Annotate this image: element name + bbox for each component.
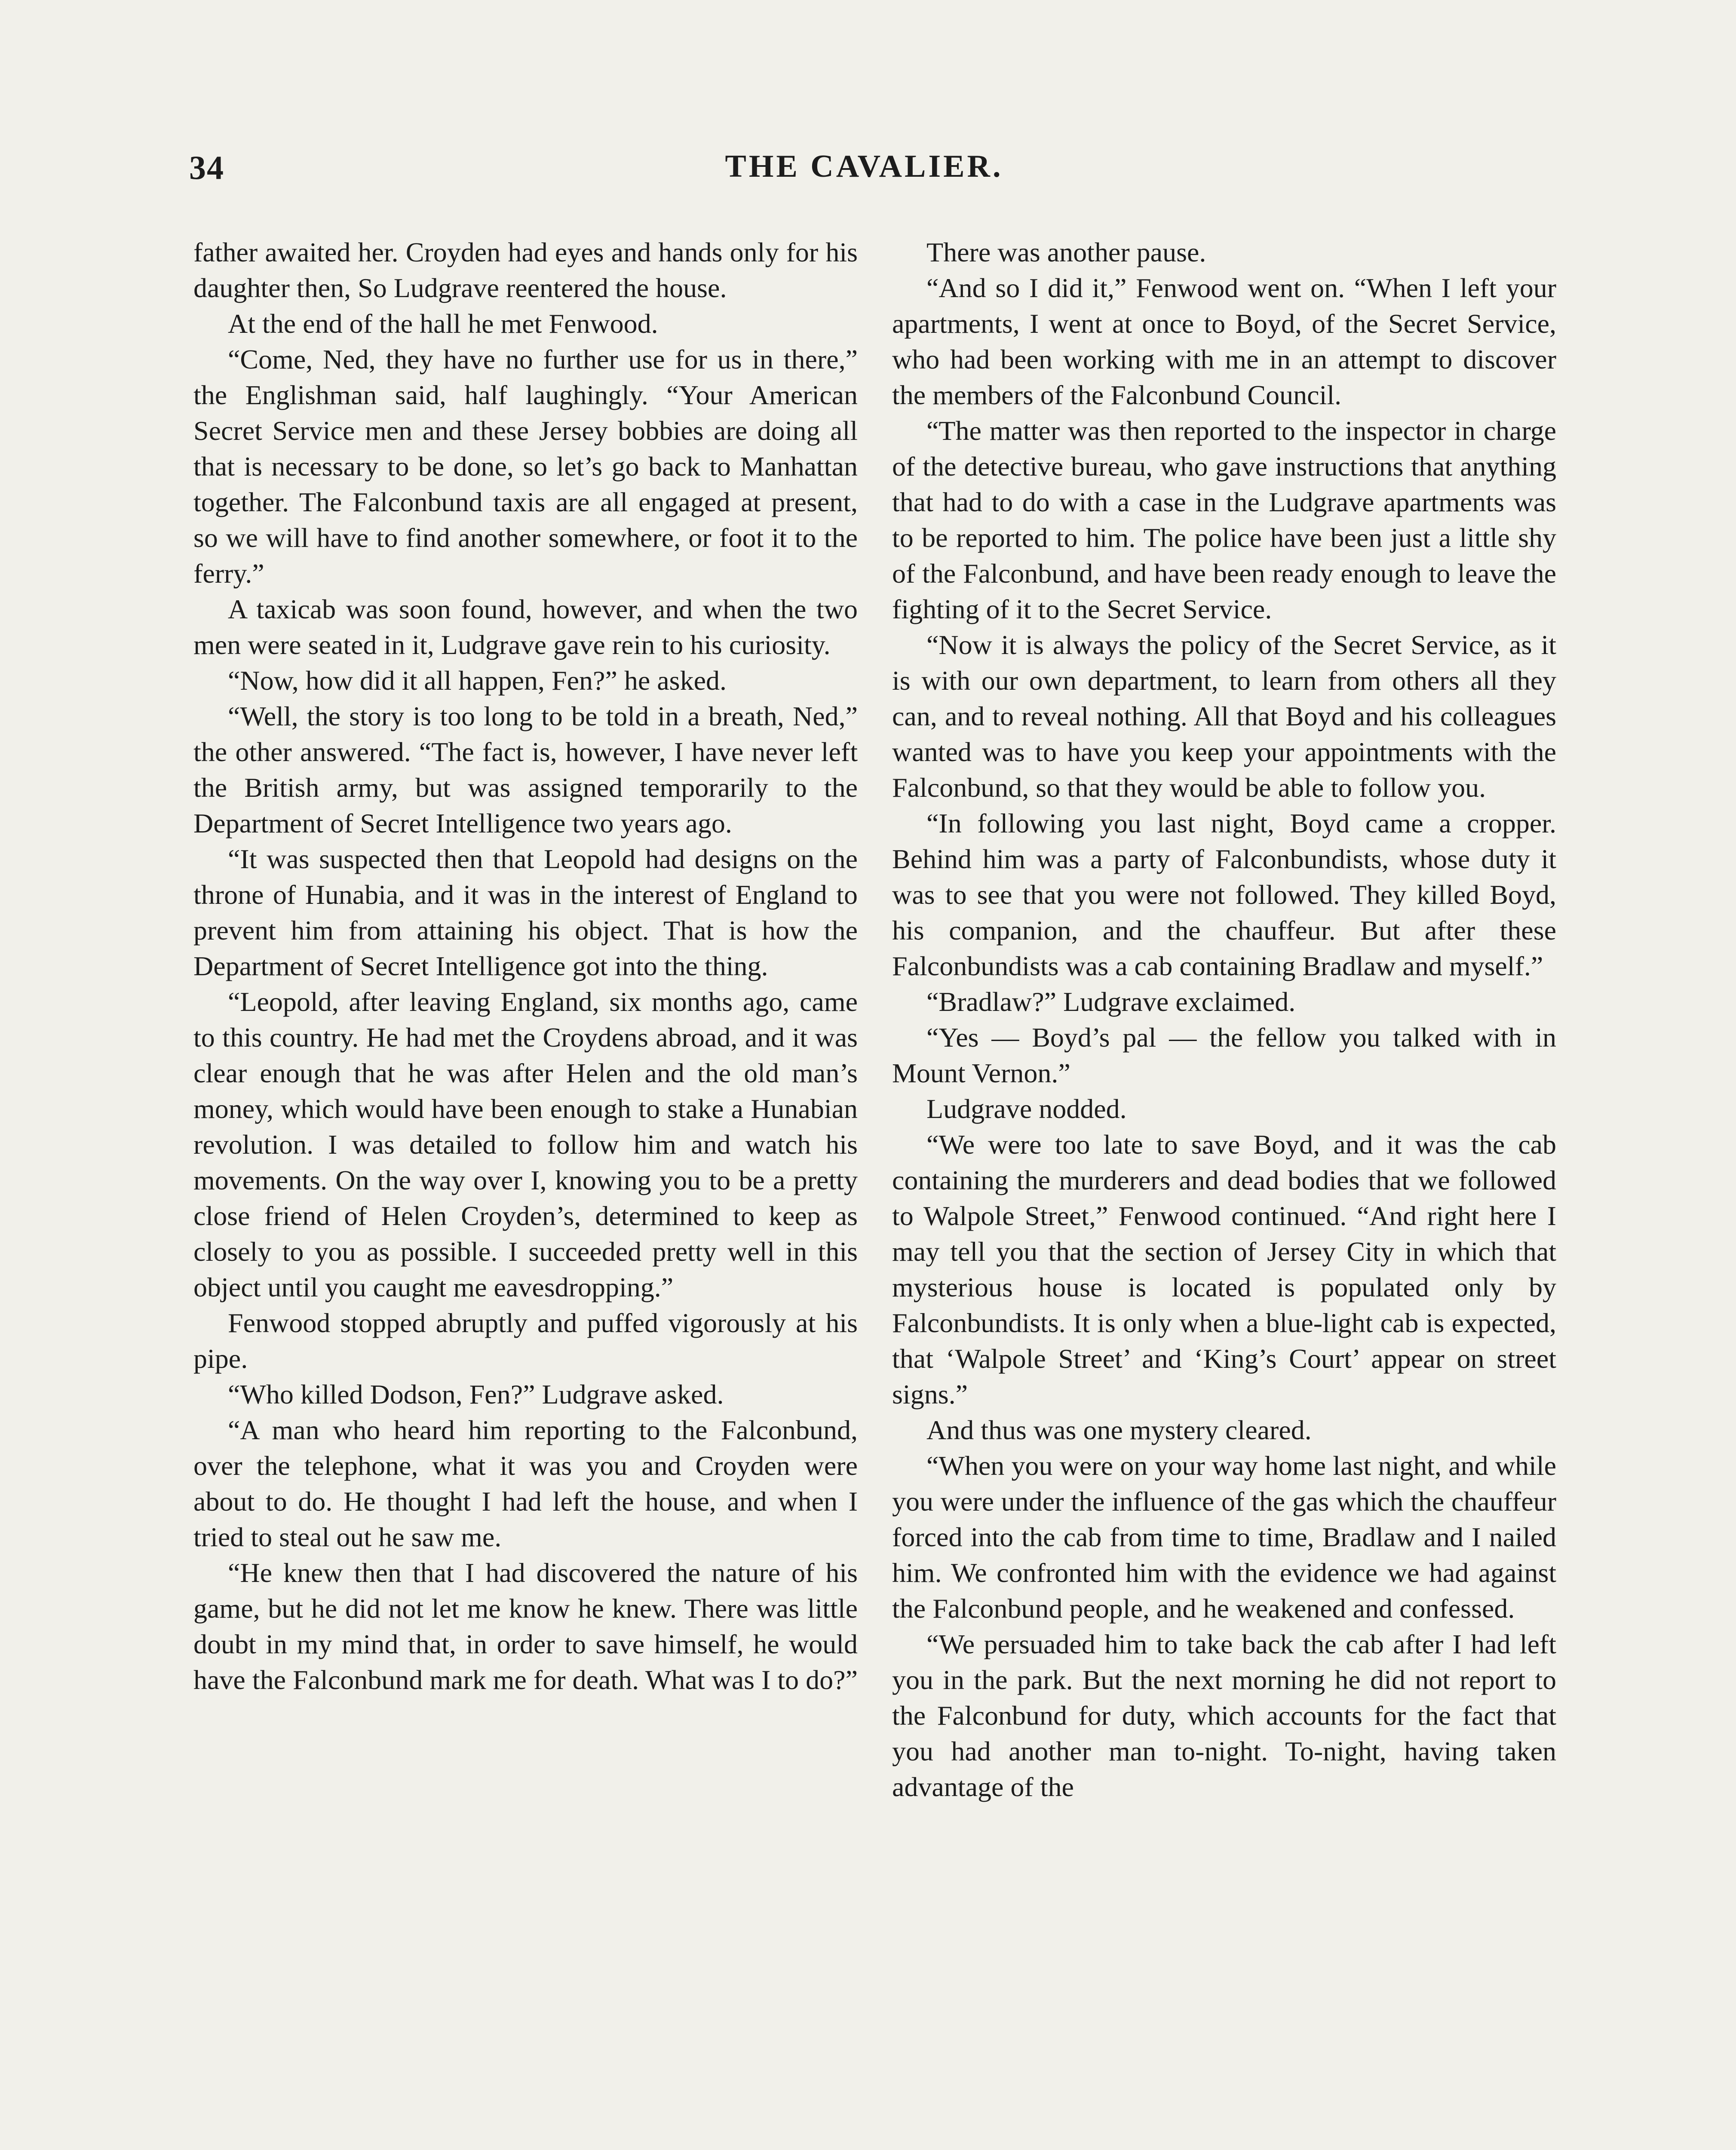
right-column <box>892 234 1556 1805</box>
left-column <box>193 234 858 1698</box>
page-header <box>189 148 1539 196</box>
paragraph: Fenwood stopped abruptly and puffed vigorously at his pipe. <box>193 1308 858 1374</box>
paragraph: father awaited her. Croyden had eyes and hands only for his daughter then, So Ludgrave reentered the house. <box>193 237 858 303</box>
paragraph: “We were too late to save Boyd, and it was the cab containing the murderers and dead bodies that we followed to Walpole Street,” Fenwood continued. “And right here I may tell you that the section of Jersey City in which that mysterious house is located is populated only by Falconbundists. It is only when a blue-light cab is expected, that ‘Walpole Street’ and ‘King’s Court’ appear on street signs.” <box>892 1129 1556 1410</box>
paragraph: “Who killed Dodson, Fen?” Ludgrave asked. <box>228 1379 724 1410</box>
paragraph: “When you were on your way home last night, and while you were under the influence of the gas which the chauffeur forced into the cab from time to time, Bradlaw and I nailed him. We confronted him with the evidence we had against the Falconbund people, and he weakened and confessed. <box>892 1450 1556 1624</box>
paragraph: “We persuaded him to take back the cab after I had left you in the park. But the next morning he did not report to the Falconbund for duty, which accounts for the fact that you had another man to-night. To-night, having taken advantage of the <box>892 1629 1556 1802</box>
paragraph: “In following you last night, Boyd came a cropper. Behind him was a party of Falconbundists, whose duty it was to see that you were not followed. They killed Boyd, his companion, and the chauffeur. But after these Falconbundists was a cab containing Bradlaw and myself.” <box>892 808 1556 981</box>
paragraph: “Now it is always the policy of the Secret Service, as it is with our own department, to learn from others all they can, and to reveal nothing. All that Boyd and his colleagues wanted was to have you keep your appointments with the Falconbund, so that they would be able to follow you. <box>892 630 1556 803</box>
paragraph: “Come, Ned, they have no further use for us in there,” the Englishman said, half laughingly. “Your American Secret Service men and these Jersey bobbies are doing all that is necessary to be done, so let’s go back to Manhattan together. The Falconbund taxis are all engaged at present, so we will have to find another somewhere, or foot it to the ferry.” <box>193 344 858 589</box>
paragraph: And thus was one mystery cleared. <box>926 1415 1312 1445</box>
paragraph: “Bradlaw?” Ludgrave exclaimed. <box>926 986 1296 1017</box>
paragraph: “A man who heard him reporting to the Falconbund, over the telephone, what it was you and Croyden were about to do. He thought I had left the house, and when I tried to steal out he saw me. <box>193 1415 858 1552</box>
running-title: THE CAVALIER. <box>725 149 1003 184</box>
paragraph: “He knew then that I had discovered the nature of his game, but he did not let me know he knew. There was little doubt in my mind that, in order to save himself, he would have the Falconbund mark me for death. What was I to do?” <box>193 1557 858 1695</box>
paragraph: There was another pause. <box>926 237 1206 267</box>
paragraph: Ludgrave nodded. <box>926 1093 1127 1124</box>
paragraph: “And so I did it,” Fenwood went on. “When I left your apartments, I went at once to Boyd, of the Secret Service, who had been working with me in an attempt to discover the members of the Falconbund Council. <box>892 273 1556 410</box>
paragraph: A taxicab was soon found, however, and when the two men were seated in it, Ludgrave gave rein to his curiosity. <box>193 594 858 660</box>
paragraph: “Well, the story is too long to be told in a breath, Ned,” the other answered. “The fact is, however, I have never left the British army, but was assigned temporarily to the Department of Secret Intelligence two years ago. <box>193 701 858 838</box>
paragraph: At the end of the hall he met Fenwood. <box>228 308 658 339</box>
paragraph: “Yes — Boyd’s pal — the fellow you talked with in Mount Vernon.” <box>892 1022 1556 1088</box>
paragraph: “The matter was then reported to the inspector in charge of the detective bureau, who gave instructions that anything that had to do with a case in the Ludgrave apartments was to be reported to him. The police have been just a little shy of the Falconbund, and have been ready enough to leave the fighting of it to the Secret Service. <box>892 415 1556 624</box>
page-number: 34 <box>189 149 224 186</box>
paragraph: “Leopold, after leaving England, six months ago, came to this country. He had met the Croydens abroad, and it was clear enough that he was after Helen and the old man’s money, which would have been enough to stake a Hunabian revolution. I was detailed to follow him and watch his movements. On the way over I, knowing you to be a pretty close friend of Helen Croyden’s, determined to keep as closely to you as possible. I succeeded pretty well in this object until you caught me eavesdropping.” <box>193 986 858 1302</box>
paragraph: “It was suspected then that Leopold had designs on the throne of Hunabia, and it was in the interest of England to prevent him from attaining his object. That is how the Department of Secret Intelligence got into the thing. <box>193 844 858 981</box>
paragraph: “Now, how did it all happen, Fen?” he asked. <box>228 665 727 696</box>
